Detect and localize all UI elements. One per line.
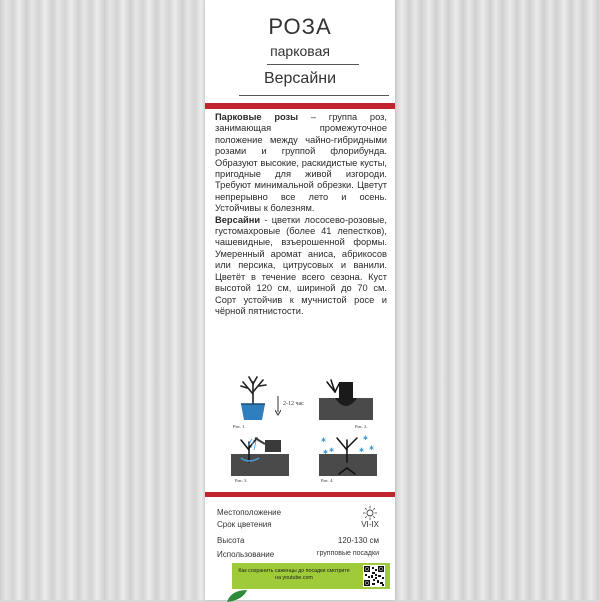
description-heading-2: Версайни xyxy=(215,214,261,225)
svg-text:✱: ✱ xyxy=(359,447,365,454)
product-title: РОЗА xyxy=(268,14,332,39)
divider xyxy=(239,95,389,96)
down-arrow-icon xyxy=(275,396,281,416)
usage-value: групповые посадки xyxy=(316,550,379,557)
background-right xyxy=(395,0,600,600)
qr-code-icon[interactable] xyxy=(363,565,385,587)
svg-text:✱: ✱ xyxy=(369,445,375,452)
promo-text: Как сохранить саженцы до посадки смотрите на youtube.com xyxy=(238,568,350,581)
fig4-winter-illustration xyxy=(315,432,381,480)
sun-icon xyxy=(363,506,377,520)
bloom-value: VI-IX xyxy=(361,520,379,529)
bloom-label: Срок цветения xyxy=(217,520,272,529)
description-text xyxy=(215,112,387,317)
red-stripe-top xyxy=(205,103,395,109)
fig1-caption: Рис. 1. xyxy=(233,424,246,429)
svg-text:✱: ✱ xyxy=(363,435,369,442)
height-label: Высота xyxy=(217,536,245,545)
fig1-soaking-illustration xyxy=(233,374,275,426)
svg-text:✱: ✱ xyxy=(329,447,335,454)
location-label: Местоположение xyxy=(217,508,282,517)
fig4-caption: Рис. 4. xyxy=(321,478,334,483)
red-stripe-bottom xyxy=(205,492,395,497)
fig3-caption: Рис. 3. xyxy=(235,478,248,483)
description-paragraph-1: – группа роз, занимающая промежуточное положение между чайно-гибридными розами и группой флорибунда. Образуют высокие, раскидистые кусты, пригодные для живой изгороди. Требуют минимальной обрезки. Цветут непрерывно все лето и осень. Устойчивы к болезням. xyxy=(215,112,387,214)
variety-name: Версайни xyxy=(263,70,337,87)
svg-text:✱: ✱ xyxy=(321,437,327,444)
description-paragraph-2: - цветки лососево-розовые, густомахровые (более 41 лепестков), чашевидные, взъерошенной формы. Умеренный аромат аниса, абрикосов или персика, цитрусовых и ванили. Цветёт в течение всего сезона. Куст высотой 120 см, шириной до 70 см. Сорт устойчив к мучнистой росе и чёрной пятнистости. xyxy=(215,214,387,316)
background-left xyxy=(0,0,205,600)
divider xyxy=(267,64,359,65)
fig3-watering-illustration xyxy=(227,432,293,480)
usage-label: Использование xyxy=(217,550,275,559)
svg-text:✱: ✱ xyxy=(323,449,329,456)
fig2-hole-illustration xyxy=(317,378,375,426)
fig2-caption: Рис. 2. xyxy=(355,424,368,429)
product-subtitle: парковая xyxy=(270,43,330,59)
description-heading-1: Парковые розы xyxy=(215,112,299,122)
planting-illustrations xyxy=(205,370,395,490)
seed-package-label xyxy=(205,0,395,600)
fig1-time: 2-12 час xyxy=(283,401,304,407)
promo-box xyxy=(232,563,390,589)
height-value: 120-130 см xyxy=(337,536,379,545)
